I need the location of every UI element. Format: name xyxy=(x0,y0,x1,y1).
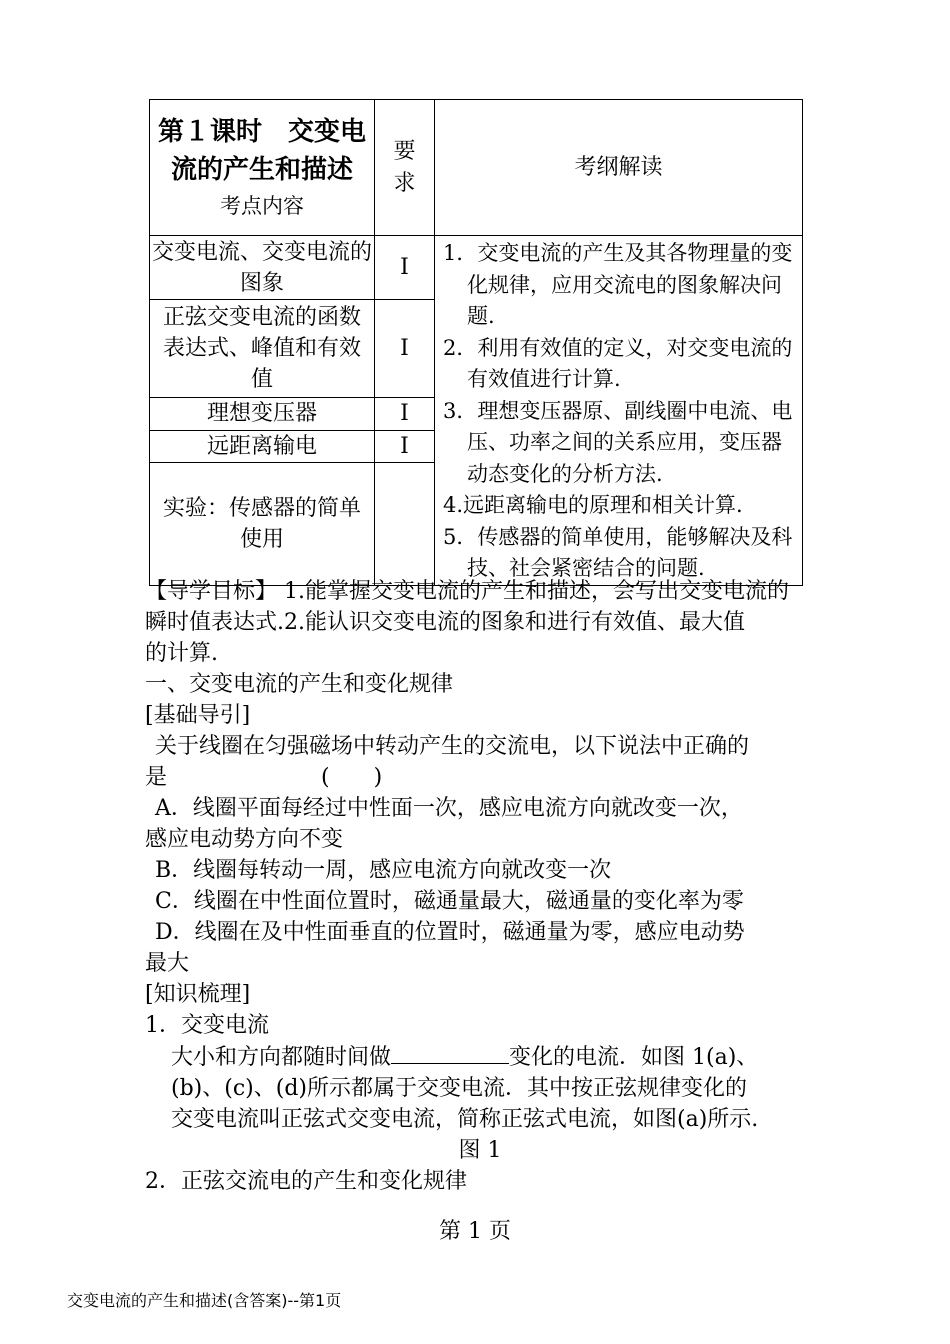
goal-line: 【导学目标】 1.能掌握交变电流的产生和描述，会写出交变电流的 xyxy=(145,579,790,604)
option-b: B．线圈每转动一周，感应电流方向就改变一次 xyxy=(155,858,612,883)
syllabus-table xyxy=(149,99,803,586)
explanation-item: 1．交变电流的产生及其各物理量的变化规律，应用交流电的图象解决问题. xyxy=(443,241,793,328)
option-c: C．线圈在中性面位置时，磁通量最大，磁通量的变化率为零 xyxy=(155,889,744,914)
explanation-header: 考纲解读 xyxy=(435,100,803,236)
content-header: 考点内容 xyxy=(220,193,304,218)
fill-blank xyxy=(391,1041,509,1064)
section-heading: 一、交变电流的产生和变化规律 xyxy=(145,672,454,697)
footer-title: 交变电流的产生和描述(含答案)--第1页 xyxy=(67,1291,342,1310)
item-text: 大小和方向都随时间做 变化的电流．如图 1(a)、 xyxy=(145,1041,815,1073)
question-text: 关于线圈在匀强磁场中转动产生的交流电，以下说法中正确的 xyxy=(155,734,750,759)
explanation-item: 3．理想变压器原、副线圈中电流、电压、功率之间的关系应用，变压器动态变化的分析方法. xyxy=(443,398,793,486)
content-cell: 理想变压器 xyxy=(150,398,375,431)
question-text: 是 ( ) xyxy=(145,765,383,790)
lesson-title: 第１课时 交变电流的产生和描述 xyxy=(157,116,366,185)
goal-line: 瞬时值表达式.2.能认识交变电流的图象和进行有效值、最大值 xyxy=(145,610,745,635)
explanation-cell xyxy=(435,236,803,586)
option-d: D．线圈在及中性面垂直的位置时，磁通量为零，感应电动势 xyxy=(155,920,745,945)
level-cell: Ⅰ xyxy=(375,300,435,398)
content-cell: 实验：传感器的简单使用 xyxy=(150,463,375,585)
requirement-header: 要求 xyxy=(375,100,435,236)
goal-line: 的计算. xyxy=(145,641,218,666)
page-number: 第 1 页 xyxy=(439,1219,511,1244)
basic-guide-label: [基础导引] xyxy=(145,703,251,728)
explanation-item: 2．利用有效值的定义，对交变电流的有效值进行计算. xyxy=(443,335,793,391)
knowledge-label: [知识梳理] xyxy=(145,982,251,1007)
document-body xyxy=(145,576,815,1197)
title-cell xyxy=(150,100,375,236)
content-cell: 交变电流、交变电流的图象 xyxy=(150,236,375,300)
goal-tag: 【导学目标】 xyxy=(145,579,278,604)
option-d: 最大 xyxy=(145,951,190,976)
level-cell: Ⅰ xyxy=(375,398,435,431)
option-a: 感应电动势方向不变 xyxy=(145,827,344,852)
explanation-item: 4.远距离输电的原理和相关计算. xyxy=(443,493,743,517)
item-text: (b)、(c)、(d)所示都属于交变电流．其中按正弦规律变化的 xyxy=(171,1076,747,1101)
option-a: A．线圈平面每经过中性面一次，感应电流方向就改变一次， xyxy=(155,796,743,821)
level-cell xyxy=(375,463,435,585)
level-cell: Ⅰ xyxy=(375,236,435,300)
item-title: 1．交变电流 xyxy=(145,1013,269,1038)
item-title: 2．正弦交流电的产生和变化规律 xyxy=(145,1169,467,1194)
figure-caption: 图 1 xyxy=(458,1138,502,1163)
item-text: 交变电流叫正弦式交变电流，简称正弦式电流，如图(a)所示. xyxy=(171,1107,759,1132)
explanation-item: 5．传感器的简单使用，能够解决及科技、社会紧密结合的问题. xyxy=(443,524,793,580)
content-cell: 远距离输电 xyxy=(150,430,375,463)
content-cell: 正弦交变电流的函数表达式、峰值和有效值 xyxy=(150,300,375,398)
level-cell: Ⅰ xyxy=(375,430,435,463)
